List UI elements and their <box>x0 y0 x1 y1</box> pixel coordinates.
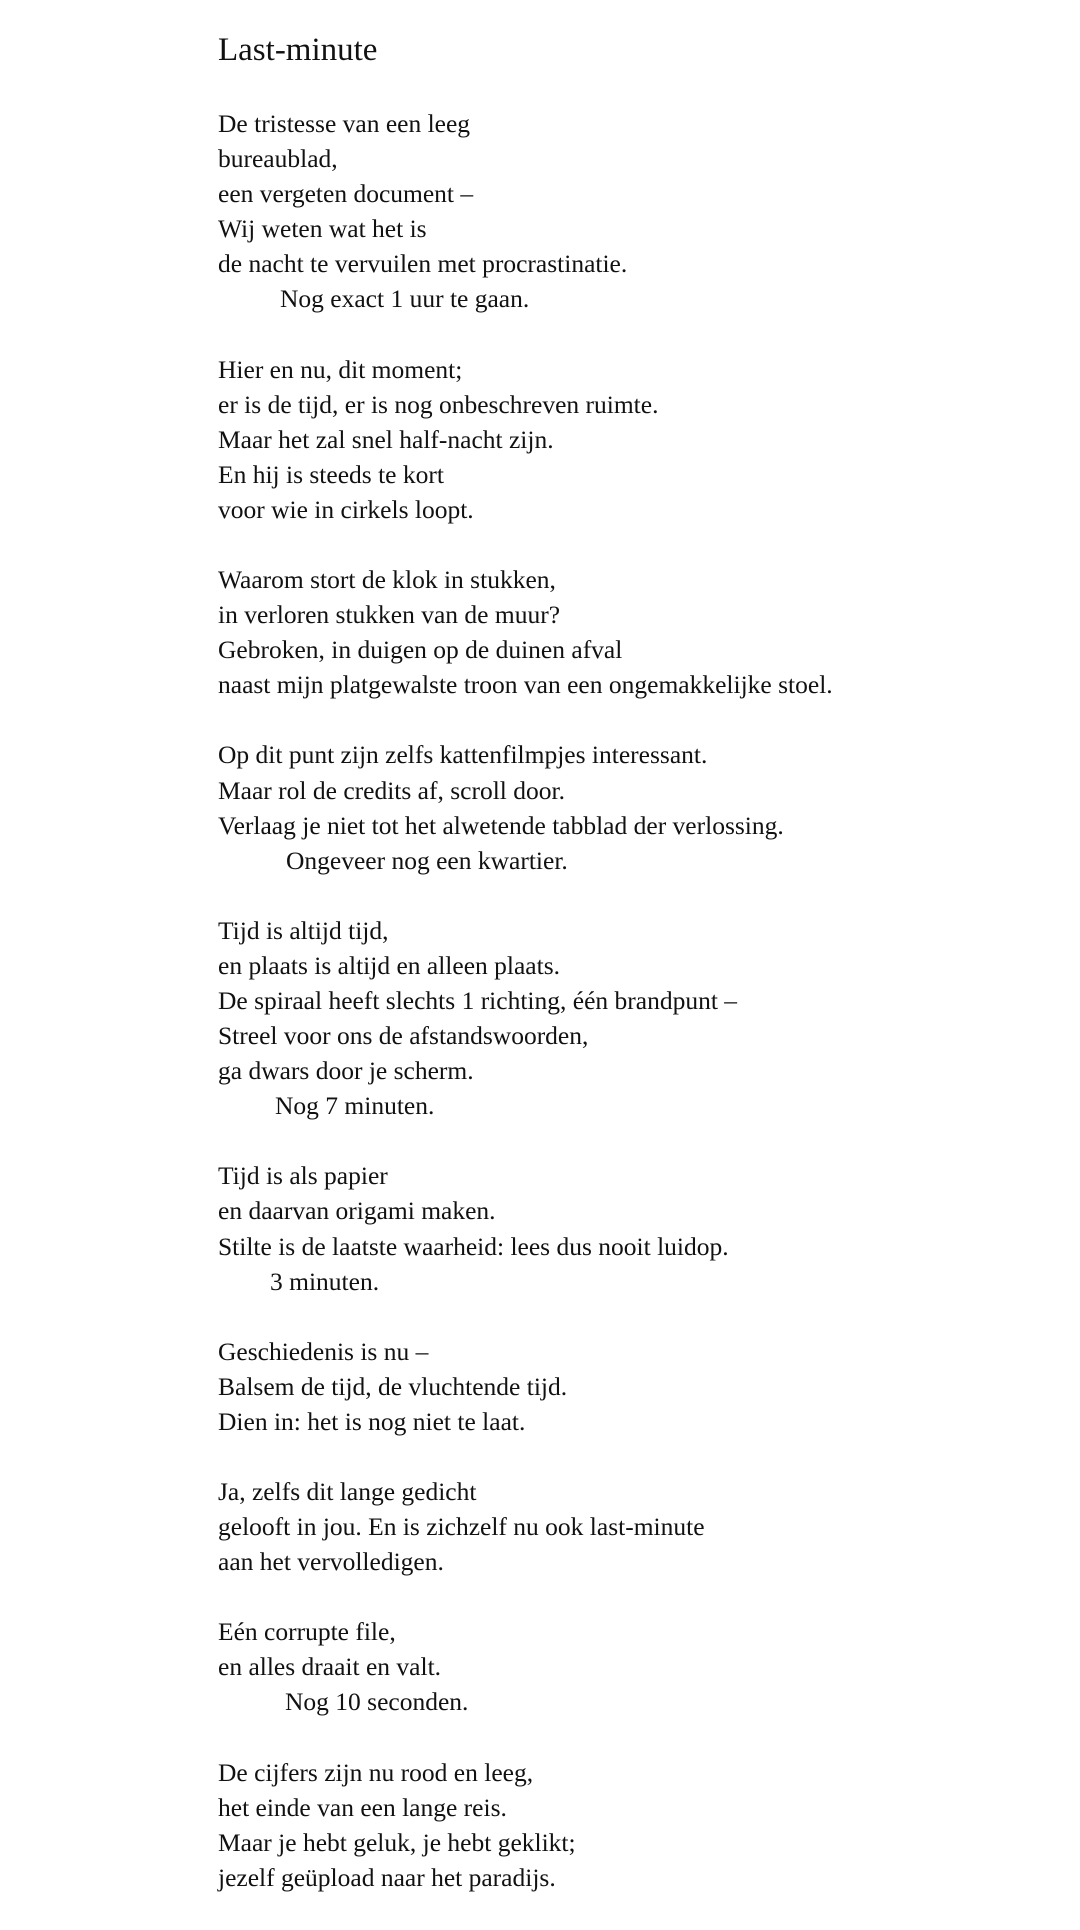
poem-line: Nog exact 1 uur te gaan. <box>280 284 530 314</box>
stanza <box>218 1474 1038 1579</box>
poem-line: Streel voor ons de afstandswoorden, <box>218 1021 589 1051</box>
poem-line: Eén corrupte file, <box>218 1617 396 1647</box>
poem-line: Maar rol de credits af, scroll door. <box>218 775 565 805</box>
poem-line: en plaats is altijd en alleen plaats. <box>218 950 561 980</box>
poem-line: De cijfers zijn nu rood en leeg, <box>218 1757 534 1787</box>
poem-line: Op dit punt zijn zelfs kattenfilmpjes interessant. <box>218 740 708 770</box>
poem-line: Ongeveer nog een kwartier. <box>286 845 568 875</box>
poem-page <box>218 28 1038 1930</box>
poem-line: Nog 7 minuten. <box>275 1091 435 1121</box>
poem-line: gelooft in jou. En is zichzelf nu ook last-minute <box>218 1512 705 1542</box>
poem-line: Gebroken, in duigen op de duinen afval <box>218 635 623 665</box>
poem-body <box>218 106 1038 1895</box>
stanza <box>218 106 1038 317</box>
poem-line: aan het vervolledigen. <box>218 1547 444 1577</box>
poem-line: En hij is steeds te kort <box>218 459 444 489</box>
poem-line: en alles draait en valt. <box>218 1652 442 1682</box>
poem-line: Nog 10 seconden. <box>285 1687 469 1717</box>
poem-line: Wij weten wat het is <box>218 214 427 244</box>
poem-line: en daarvan origami maken. <box>218 1196 496 1226</box>
poem-line: jezelf geüpload naar het paradijs. <box>218 1862 556 1892</box>
poem-line: naast mijn platgewalste troon van een ongemakkelijke stoel. <box>218 670 833 700</box>
stanza <box>218 1334 1038 1439</box>
poem-line: ga dwars door je scherm. <box>218 1056 474 1086</box>
poem-line: Balsem de tijd, de vluchtende tijd. <box>218 1371 568 1401</box>
poem-line: Dien in: het is nog niet te laat. <box>218 1406 526 1436</box>
stanza <box>218 1614 1038 1719</box>
poem-line: de nacht te vervuilen met procrastinatie. <box>218 249 628 279</box>
poem-line: Stilte is de laatste waarheid: lees dus nooit luidop. <box>218 1231 729 1261</box>
poem-line: Ja, zelfs dit lange gedicht <box>218 1477 477 1506</box>
poem-line: Verlaag je niet tot het alwetende tabblad der verlossing. <box>218 810 784 840</box>
poem-line: De spiraal heeft slechts 1 richting, één brandpunt – <box>218 985 738 1015</box>
poem-line: voor wie in cirkels loopt. <box>218 494 474 524</box>
stanza <box>218 562 1038 702</box>
poem-line: er is de tijd, er is nog onbeschreven ruimte. <box>218 389 659 419</box>
poem-line: bureaublad, <box>218 144 338 174</box>
poem-line: in verloren stukken van de muur? <box>218 600 561 630</box>
poem-line: Geschiedenis is nu – <box>218 1336 429 1366</box>
poem-line: het einde van een lange reis. <box>218 1792 507 1822</box>
poem-line: Tijd is altijd tijd, <box>218 915 389 945</box>
poem-line: Hier en nu, dit moment; <box>218 354 463 384</box>
poem-line: Maar je hebt geluk, je hebt geklikt; <box>218 1827 576 1857</box>
stanza <box>218 737 1038 877</box>
poem-line: Maar het zal snel half-nacht zijn. <box>218 424 554 454</box>
poem-line: Waarom stort de klok in stukken, <box>218 565 556 595</box>
stanza <box>218 1158 1038 1298</box>
stanza <box>218 1755 1038 1895</box>
poem-line: De tristesse van een leeg <box>218 109 471 138</box>
poem-line: Tijd is als papier <box>218 1161 388 1191</box>
poem-line: 3 minuten. <box>270 1266 380 1296</box>
poem-line: een vergeten document – <box>218 179 474 209</box>
stanza <box>218 913 1038 1124</box>
stanza <box>218 352 1038 527</box>
poem-title: Last-minute <box>218 32 378 68</box>
